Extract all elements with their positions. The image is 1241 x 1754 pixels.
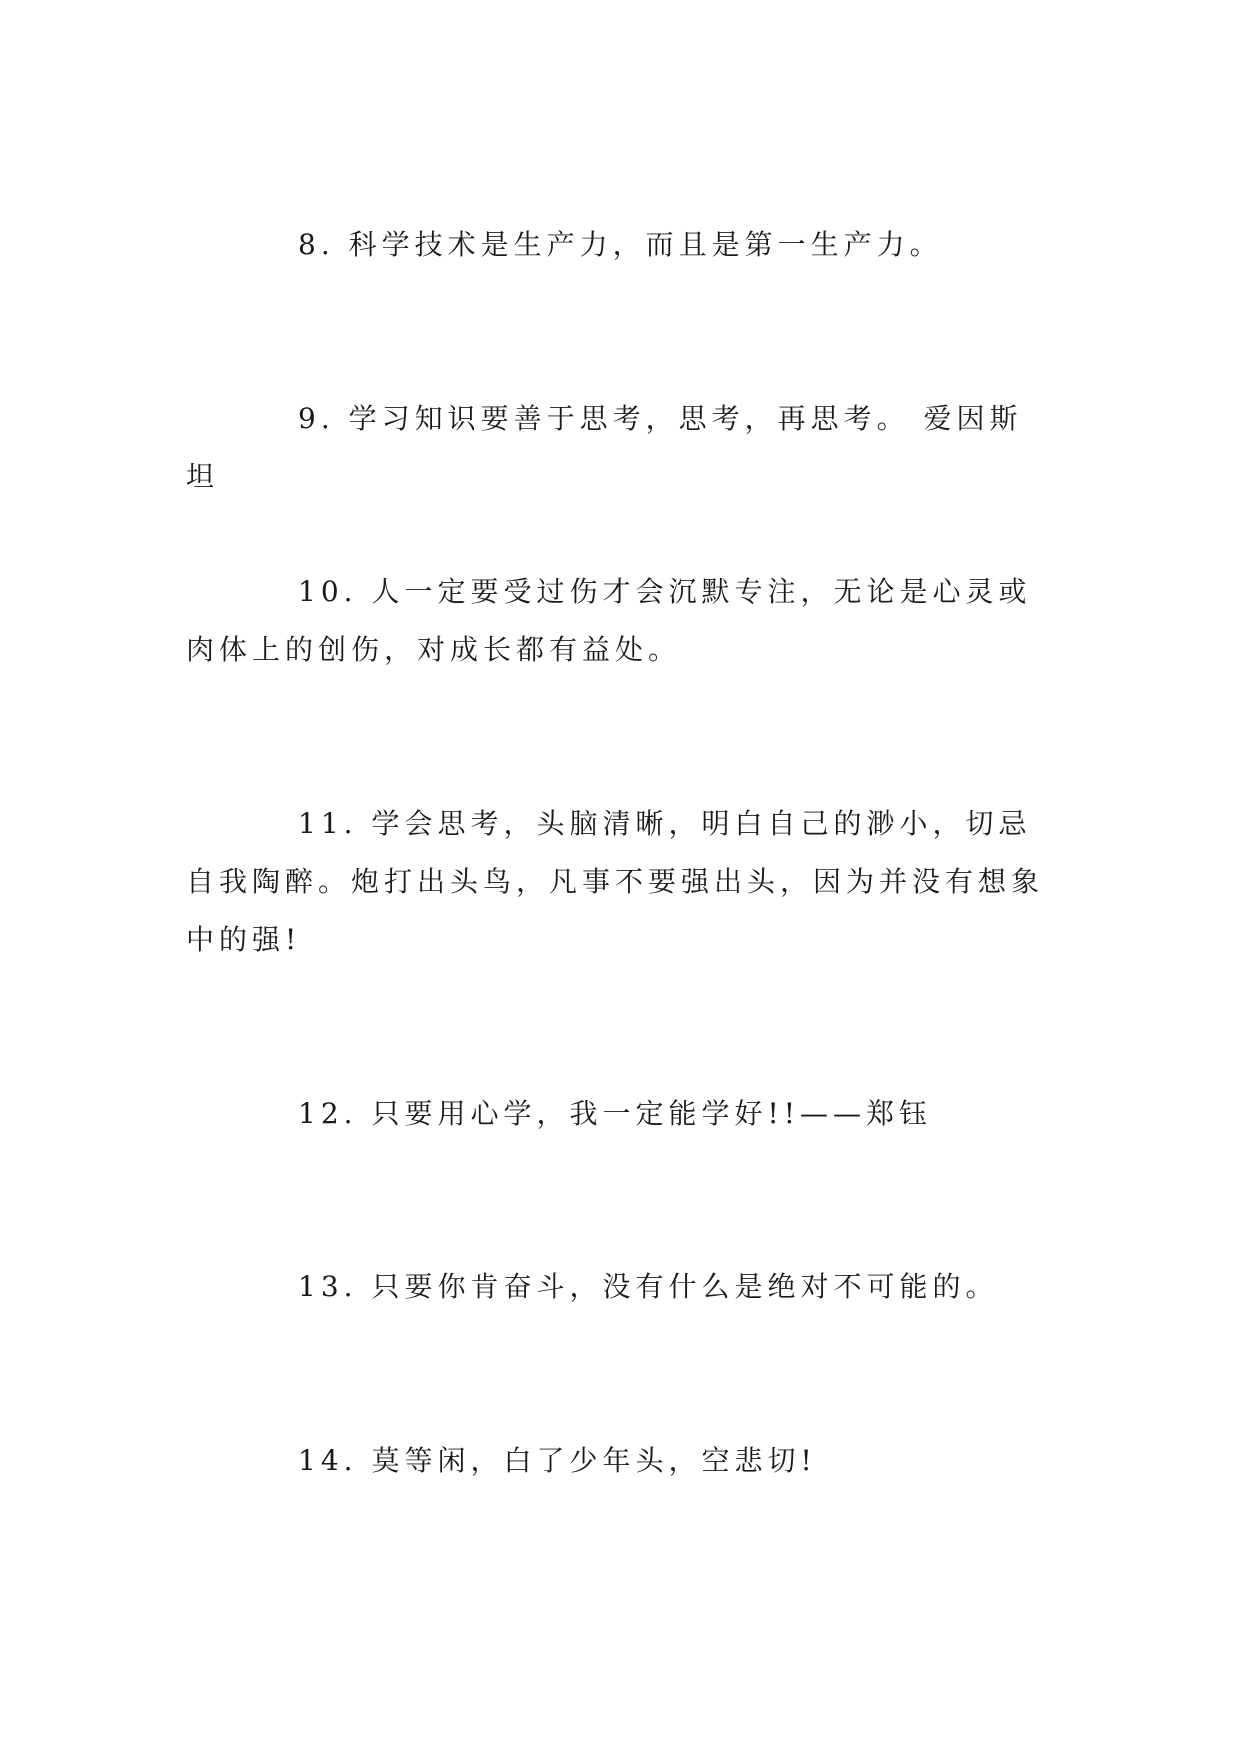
paragraph-number: 8. — [298, 228, 335, 261]
paragraph-number: 10. — [298, 575, 358, 608]
paragraph-14 — [186, 1432, 1051, 1490]
paragraph-9 — [186, 390, 1051, 506]
paragraph-text: 学习知识要善于思考，思考，再思考。 爱因斯坦 — [186, 402, 1023, 493]
paragraph-13 — [186, 1258, 1051, 1316]
paragraph-number: 9. — [298, 402, 335, 435]
paragraph-text: 科学技术是生产力，而且是第一生产力。 — [348, 228, 943, 261]
paragraph-11 — [186, 795, 1051, 969]
paragraph-text: 只要你肯奋斗，没有什么是绝对不可能的。 — [371, 1270, 999, 1303]
paragraph-8 — [186, 216, 1051, 274]
paragraph-text: 只要用心学，我一定能学好!!——郑钰 — [371, 1097, 932, 1130]
paragraph-number: 13. — [298, 1270, 358, 1303]
paragraph-text: 莫等闲，白了少年头，空悲切! — [371, 1444, 817, 1477]
paragraph-number: 12. — [298, 1097, 358, 1130]
paragraph-number: 11. — [298, 807, 358, 840]
paragraph-number: 14. — [298, 1444, 358, 1477]
paragraph-text: 人一定要受过伤才会沉默专注，无论是心灵或肉体上的创伤，对成长都有益处。 — [186, 575, 1032, 666]
paragraph-12 — [186, 1085, 1051, 1143]
paragraph-10 — [186, 563, 1051, 679]
paragraph-text: 学会思考，头脑清晰，明白自己的渺小，切忌自我陶醉。炮打出头鸟，凡事不要强出头，因为并没有想象中的强! — [186, 807, 1045, 956]
